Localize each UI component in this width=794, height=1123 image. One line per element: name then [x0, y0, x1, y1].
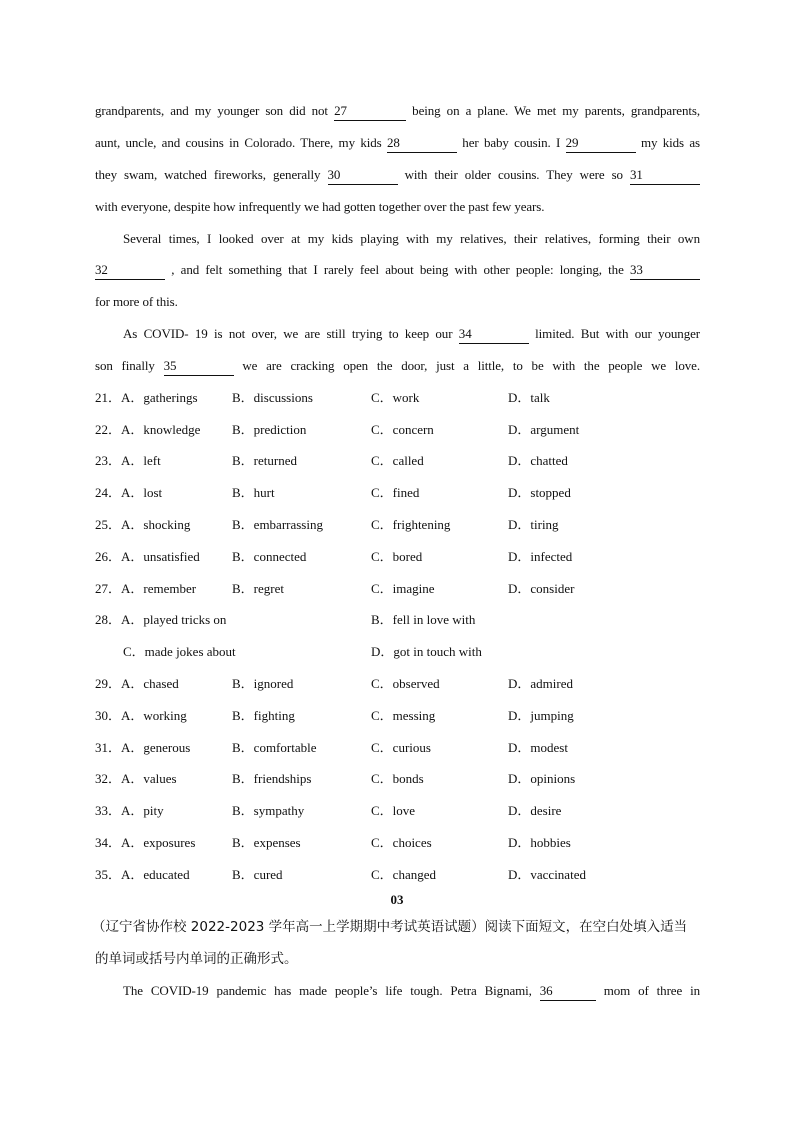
- option-b[interactable]: B．comfortable: [232, 740, 317, 755]
- option-b[interactable]: B．regret: [232, 581, 284, 596]
- document-page: grandparents, and my younger son did not 27 being on a plane. We met my parents, grandparents, aunt, uncle, and cousins in Colorado. There, my kids 28 her baby cousin. I 29 my kids as they swam, watched fireworks, generally 30 with their older cousins. They were so 31 with everyone, despite how infrequently we had gotten together over the past few years. Several times, I looked over at my kids playing with my relatives, their relatives, forming their own 32 , and felt something that I rarely feel about being with other people: longing, the 33 for more of this. As COVID- 19 is not over, we are still trying to keep our 34 limited. But with our younger son finally 35 we are cracking open the door, just a little, to be with the people we love. 21． A．gatherings B．discussions C．work D．talk 22． A．knowledge B．prediction C．concern D．argument 23． A．left B．returned C．called D．chatted 24． A．lost B．hurt C．fined D．stopped 25． A．shocking B．embarrassing C．frightening D．tiring 26． A．unsatisfied B．connected C．bored D．infected 27． A．remember B．regret C．imagine D．consider 28． A．played tricks on B．fell in love with C．made jokes about D．got in touch with 29． A．chased B．ignored C．observed D．admired 30． A．working B．fighting C．messing D．jumping 31． A．generous B．comfortable C．curious D．modest 32． A．values B．friendships C．bonds D．opinions 33． A．pity B．sympathy C．love D．desire 34． A．exposures B．expenses C．choices D．hobbies 35． A．educated B．cured C．changed D．vaccinated 03 （辽宁省协作校 2022-2023 学年高一上学期期中考试英语试题）阅读下面短文，在空白处填入适当 的单词或括号内单词的正确形式。 The COVID-19 pandemic has made people’s life tough. Petra Bignami, 36 mom of three in: [0, 0, 794, 1123]
- option-c[interactable]: C．made jokes about: [123, 644, 236, 659]
- option-b[interactable]: B．sympathy: [232, 803, 305, 818]
- blank-29[interactable]: 29: [566, 135, 636, 153]
- option-c[interactable]: C．bonds: [371, 771, 424, 786]
- option-b[interactable]: B．hurt: [232, 485, 275, 500]
- option-b[interactable]: B．ignored: [232, 676, 294, 691]
- blank-27[interactable]: 27: [334, 103, 406, 121]
- option-c[interactable]: C．observed: [371, 676, 440, 691]
- blank-34[interactable]: 34: [459, 326, 529, 344]
- option-d[interactable]: D．stopped: [508, 485, 571, 500]
- option-b[interactable]: B．prediction: [232, 422, 307, 437]
- option-b[interactable]: B．embarrassing: [232, 517, 323, 532]
- option-b[interactable]: B．fighting: [232, 708, 295, 723]
- option-a[interactable]: A．shocking: [121, 517, 191, 532]
- option-d[interactable]: D．jumping: [508, 708, 574, 723]
- section-number: 03: [390, 892, 404, 907]
- option-c[interactable]: C．messing: [371, 708, 436, 723]
- option-c[interactable]: C．love: [371, 803, 416, 818]
- option-b[interactable]: B．discussions: [232, 390, 313, 405]
- option-a[interactable]: A．working: [121, 708, 187, 723]
- option-c[interactable]: C．frightening: [371, 517, 451, 532]
- option-b[interactable]: B．returned: [232, 453, 297, 468]
- option-a[interactable]: A．knowledge: [121, 422, 201, 437]
- option-d[interactable]: D．admired: [508, 676, 573, 691]
- option-d[interactable]: D．opinions: [508, 771, 576, 786]
- option-c[interactable]: C．changed: [371, 867, 436, 882]
- option-a[interactable]: A．chased: [121, 676, 179, 691]
- option-d[interactable]: D．tiring: [508, 517, 559, 532]
- option-d[interactable]: D．talk: [508, 390, 550, 405]
- option-b[interactable]: B．fell in love with: [371, 612, 476, 627]
- passage-line: Several times, I looked over at my kids playing with my relatives, their relatives, forming their own: [123, 231, 700, 246]
- option-c[interactable]: C．called: [371, 453, 424, 468]
- option-d[interactable]: D．argument: [508, 422, 580, 437]
- option-d[interactable]: D．desire: [508, 803, 562, 818]
- passage-line: aunt, uncle, and cousins in Colorado. There, my kids 28 her baby cousin. I 29 my kids as: [95, 133, 700, 153]
- option-a[interactable]: A．lost: [121, 485, 163, 500]
- option-b[interactable]: B．connected: [232, 549, 307, 564]
- blank-30[interactable]: 30: [328, 167, 398, 185]
- option-c[interactable]: C．imagine: [371, 581, 435, 596]
- option-b[interactable]: B．cured: [232, 867, 283, 882]
- option-c[interactable]: C．curious: [371, 740, 431, 755]
- option-c[interactable]: C．bored: [371, 549, 423, 564]
- option-a[interactable]: A．remember: [121, 581, 197, 596]
- passage-line: with everyone, despite how infrequently we had gotten together over the past few years.: [95, 199, 545, 214]
- blank-31[interactable]: 31: [630, 167, 700, 185]
- option-c[interactable]: C．work: [371, 390, 420, 405]
- blank-28[interactable]: 28: [387, 135, 457, 153]
- option-d[interactable]: D．consider: [508, 581, 575, 596]
- option-d[interactable]: D．infected: [508, 549, 573, 564]
- option-d[interactable]: D．vaccinated: [508, 867, 586, 882]
- option-d[interactable]: D．modest: [508, 740, 568, 755]
- blank-32[interactable]: 32: [95, 262, 165, 280]
- option-d[interactable]: D．chatted: [508, 453, 568, 468]
- option-d[interactable]: D．hobbies: [508, 835, 571, 850]
- option-a[interactable]: A．gatherings: [121, 390, 198, 405]
- section-instruction: （辽宁省协作校 2022-2023 学年高一上学期期中考试英语试题）阅读下面短文，在空白处填入适当: [92, 919, 688, 935]
- option-b[interactable]: B．expenses: [232, 835, 301, 850]
- option-c[interactable]: C．fined: [371, 485, 420, 500]
- passage-line: for more of this.: [95, 294, 178, 309]
- option-a[interactable]: A．exposures: [121, 835, 196, 850]
- option-c[interactable]: C．concern: [371, 422, 434, 437]
- option-a[interactable]: A．educated: [121, 867, 190, 882]
- passage-line: The COVID-19 pandemic has made people’s life tough. Petra Bignami, 36 mom of three in: [123, 981, 700, 1001]
- option-a[interactable]: A．left: [121, 453, 161, 468]
- blank-35[interactable]: 35: [164, 358, 234, 376]
- passage-line: son finally 35 we are cracking open the door, just a little, to be with the people we love.: [95, 356, 700, 376]
- option-a[interactable]: A．generous: [121, 740, 191, 755]
- option-d[interactable]: D．got in touch with: [371, 644, 482, 659]
- option-c[interactable]: C．choices: [371, 835, 432, 850]
- option-b[interactable]: B．friendships: [232, 771, 312, 786]
- option-a[interactable]: A．played tricks on: [121, 612, 227, 627]
- passage-line: they swam, watched fireworks, generally 30 with their older cousins. They were so 31: [95, 165, 700, 185]
- blank-33[interactable]: 33: [630, 262, 700, 280]
- option-a[interactable]: A．values: [121, 771, 177, 786]
- passage-line: grandparents, and my younger son did not 27 being on a plane. We met my parents, grandparents,: [95, 101, 700, 121]
- section-instruction: 的单词或括号内单词的正确形式。: [95, 951, 298, 967]
- passage-line: 32 , and felt something that I rarely feel about being with other people: longing, the 33: [95, 260, 700, 280]
- passage-line: As COVID- 19 is not over, we are still trying to keep our 34 limited. But with our younger: [123, 324, 700, 344]
- option-a[interactable]: A．pity: [121, 803, 164, 818]
- blank-36[interactable]: 36: [540, 983, 596, 1001]
- option-a[interactable]: A．unsatisfied: [121, 549, 200, 564]
